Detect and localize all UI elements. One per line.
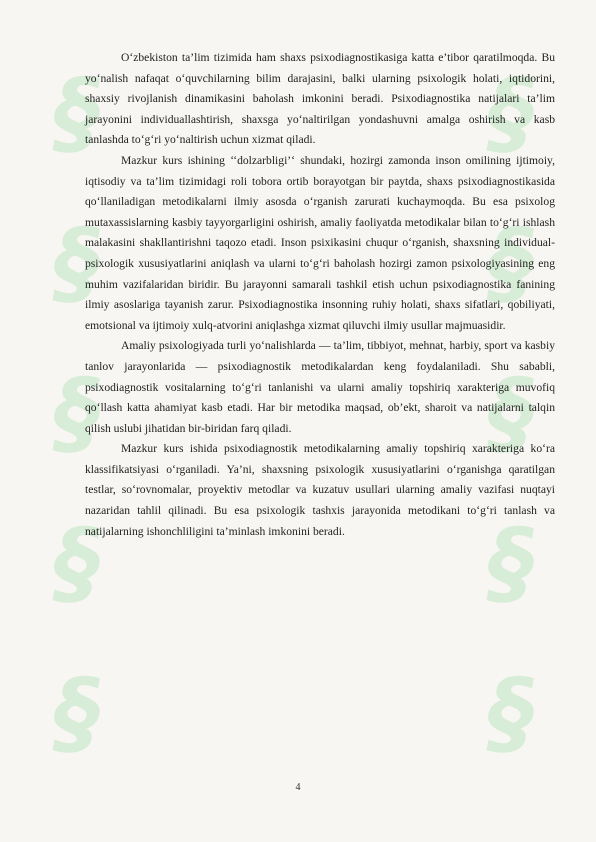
paragraph: Mazkur kurs ishida psixodiagnostik metodikalarning amaliy topshiriq xarakteriga ko‘ra klassifikatsiyasi o‘rganiladi. Ya’ni, shaxsning psixologik xususiyatlarini o‘rganishga qaratilgan testlar, so‘rovnomalar, proyektiv metodlar va kuzatuv usullari ularning amaliy vazifasi nuqtayi nazaridan tahlil qilinadi. Bu esa psixologik tashxis jarayonida metodikani to‘g‘ri tanlash va natijalarning ishonchliligini ta’minlash imkonini beradi. bbox=[85, 442, 555, 538]
watermark-logo-icon: § bbox=[478, 509, 544, 616]
body-text bbox=[85, 48, 555, 542]
watermark-logo-icon: § bbox=[44, 659, 110, 766]
watermark-logo-icon: § bbox=[44, 359, 110, 466]
paragraph: O‘zbekiston ta’lim tizimida ham shaxs psixodiagnostikasiga katta e’tibor qaratilmoqda. Bu yo‘nalish nafaqat o‘quvchilarning bilim darajasini, balki ularning psixologik holati, iqtidorini, shaxsiy rivojlanish dinamikasini baholash imkonini beradi. Psixodiagnostika natijalari ta’lim jarayonini individuallashtirish, shaxsga yo‘naltirilgan yondashuvni amalga oshirish va kasb tanlashda to‘g‘ri yo‘naltirish uchun xizmat qiladi. bbox=[85, 51, 555, 147]
paragraph: Mazkur kurs ishining ‘‘dolzarbligi’‘ shundaki, hozirgi zamonda inson omilining ijtimoiy, iqtisodiy va ta’lim tizimidagi roli tobora ortib borayotgan bir paytda, shaxs psixodiagnostikasida qo‘llaniladigan metodikalarni ilmiy asosda o‘rganish zarurati kuchaymoqda. Bu esa psixolog mutaxassislarning kasbiy tayyorgarligini oshirish, amaliy faoliyatda metodikalar bilan to‘g‘ri ishlash malakasini shakllantirishni taqozo etadi. Inson psixikasini chuqur o‘rganish, shaxsning individual-psixologik xususiyatlarini aniqlash va ularni to‘g‘ri baholash hozirgi zamon psixologiyasining eng muhim vazifalaridan biridir. Bu jarayonni samarali tashkil etish uchun psixodiagnostika fanining ilmiy asoslariga tayanish zarur. Psixodiagnostika insonning ruhiy holati, shaxs sifatlari, qobiliyati, emotsional va ijtimoiy xulq-atvorini aniqlashga xizmat qiluvchi ilmiy usullar majmuasidir. bbox=[85, 153, 555, 332]
watermark-logo-icon: § bbox=[44, 509, 110, 616]
watermark-logo-icon: § bbox=[478, 59, 544, 166]
paragraph: Amaliy psixologiyada turli yo‘nalishlarda — ta’lim, tibbiyot, mehnat, harbiy, sport va kasbiy tanlov jarayonlarida — psixodiagnostik metodikalardan keng foydalaniladi. Shu sababli, psixodiagnostik vositalarning to‘g‘ri tanlanishi va ularni amaliy topshiriq xarakteriga muvofiq qo‘llash katta ahamiyat kasb etadi. Har bir metodika maqsad, ob’ekt, sharoit va natijalarni talqin qilish uslubi jihatidan bir-biridan farq qiladi. bbox=[85, 339, 555, 435]
page-number: 4 bbox=[295, 782, 301, 793]
watermark-logo-icon: § bbox=[478, 209, 544, 316]
watermark-logo-icon: § bbox=[44, 59, 110, 166]
watermark-logo-icon: § bbox=[478, 659, 544, 766]
watermark-logo-icon: § bbox=[44, 209, 110, 316]
watermark-logo-icon: § bbox=[478, 359, 544, 466]
